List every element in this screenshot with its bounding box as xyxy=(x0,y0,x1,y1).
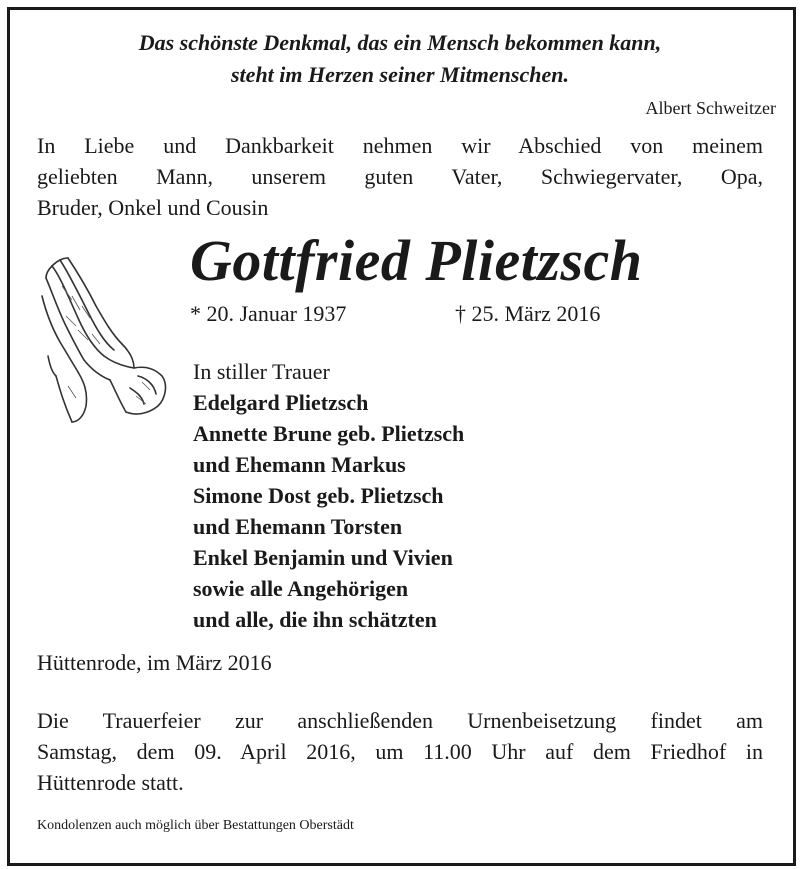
place-date: Hüttenrode, im März 2016 xyxy=(37,650,272,675)
condolence-note: Kondolenzen auch möglich über Bestattungen Oberstädt xyxy=(37,818,354,833)
mourners-heading: In stiller Trauer xyxy=(193,359,330,384)
death-date: † 25. März 2016 xyxy=(455,301,601,326)
mourner-line: Edelgard Plietzsch xyxy=(193,390,369,415)
mourner-line: und Ehemann Markus xyxy=(193,452,406,477)
funeral-line-1: Die Trauerfeier zur anschließenden Urnenbeisetzung findet am xyxy=(37,708,763,733)
birth-date: * 20. Januar 1937 xyxy=(190,301,347,326)
quote-author: Albert Schweitzer xyxy=(645,98,776,118)
mourner-line: und alle, die ihn schätzten xyxy=(193,607,437,632)
mourner-line: Simone Dost geb. Plietzsch xyxy=(193,483,444,508)
mourner-line: und Ehemann Torsten xyxy=(193,514,403,539)
mourner-line: sowie alle Angehörigen xyxy=(193,576,409,601)
praying-hands-icon xyxy=(38,256,170,426)
funeral-line-3: Hüttenrode statt. xyxy=(37,770,184,795)
mourner-line: Annette Brune geb. Plietzsch xyxy=(193,421,465,446)
intro-line-2: geliebten Mann, unserem guten Vater, Schwiegervater, Opa, xyxy=(37,164,763,189)
intro-line-3: Bruder, Onkel und Cousin xyxy=(37,195,269,220)
quote-line-2: steht im Herzen seiner Mitmenschen. xyxy=(231,62,569,87)
deceased-name: Gottfried Plietzsch xyxy=(190,228,643,293)
funeral-line-2: Samstag, dem 09. April 2016, um 11.00 Uhr auf dem Friedhof in xyxy=(37,739,763,764)
quote-line-1: Das schönste Denkmal, das ein Mensch bekommen kann, xyxy=(138,30,662,55)
mourner-line: Enkel Benjamin und Vivien xyxy=(193,545,453,570)
intro-line-1: In Liebe und Dankbarkeit nehmen wir Abschied von meinem xyxy=(37,133,763,158)
